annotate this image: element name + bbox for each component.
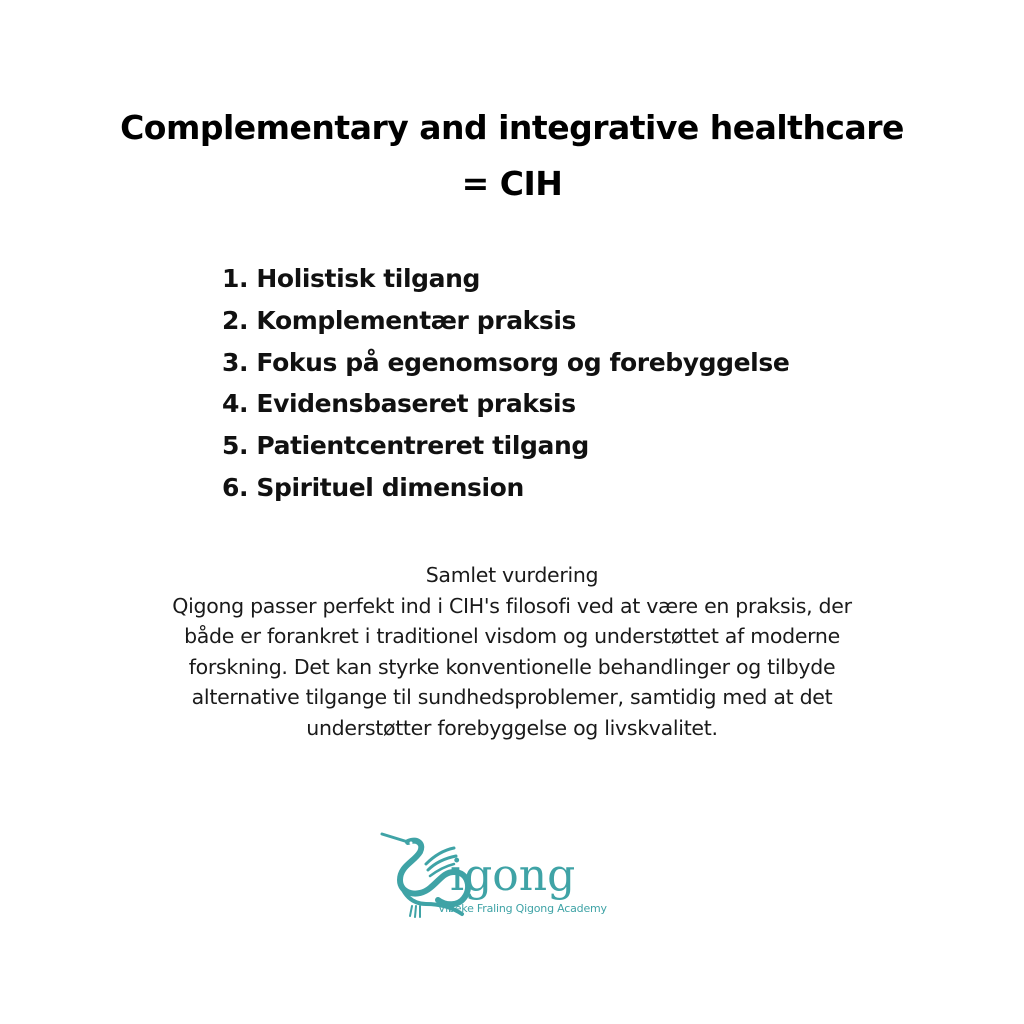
title-line-1: Complementary and integrative healthcare (120, 108, 904, 147)
title-line-2: = CIH (461, 164, 563, 203)
list-item: 1. Holistisk tilgang (222, 264, 481, 293)
summary-line: forskning. Det kan styrke konventionelle behandlinger og tilbyde (188, 654, 836, 679)
list-item: 2. Komplementær praksis (222, 305, 577, 335)
list-item: 4. Evidensbaseret praksis (222, 389, 576, 419)
summary-line: alternative tilgange til sundhedsproblemer, samtidig med at det (191, 685, 833, 709)
summary-line: Qigong passer perfekt ind i CIH's filosofi ved at være en praksis, der (172, 593, 852, 618)
summary-line: både er forankret i traditionel visdom og understøttet af moderne (184, 624, 840, 648)
summary-line: understøtter forebyggelse og livskvalitet. (306, 715, 718, 740)
logo-wordmark: igong (450, 850, 576, 901)
qigong-academy-logo (378, 828, 638, 928)
list-item: 6. Spirituel dimension (222, 472, 524, 502)
principles-list (222, 258, 789, 509)
list-item: 5. Patientcentreret tilgang (222, 431, 589, 461)
summary-heading: Samlet vurdering (425, 563, 599, 587)
page-title (0, 100, 1024, 212)
list-item: 3. Fokus på egenomsorg og forebyggelse (222, 347, 790, 377)
logo-subtitle: Vibeke Fraling Qigong Academy (438, 902, 607, 915)
summary-section (90, 560, 934, 743)
